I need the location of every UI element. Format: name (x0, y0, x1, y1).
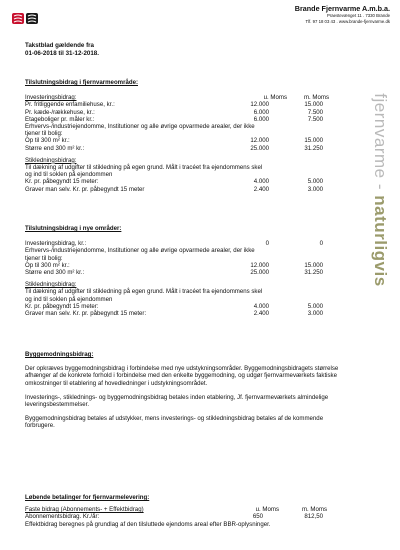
row-value-m-moms: 812,50 (304, 513, 323, 521)
table-row (25, 101, 343, 108)
table-row (25, 145, 343, 152)
row-value-m-moms: 3.000 (307, 309, 323, 317)
row-value-m-moms: 5.000 (307, 302, 323, 310)
section-heading: Tilslutningsbidrag i nye områder: (25, 225, 122, 232)
byggemodning-paragraph-2: Investerings-, stiklednings- og byggemodningsbidrag betales inden etablering, Jf. fjernvarmeværkets almindelige leveringsbestemmelser. (25, 393, 329, 409)
row-value-u-moms: 2.400 (253, 309, 269, 317)
document-title (25, 42, 99, 58)
row-value-m-moms: 3.000 (307, 185, 323, 193)
row-value-m-moms: 7.500 (307, 115, 323, 123)
section-lobende-betalinger (25, 494, 343, 528)
table-row (25, 186, 343, 193)
section-heading: Løbende betalinger for fjernvarmelevering: (25, 494, 150, 501)
erhverv-text: Erhvervs-/industriejendomme, Institutioner og alle øvrige opvarmede arealer, der ikke tjener til bolig: (25, 247, 255, 262)
column-header-row (25, 94, 343, 101)
row-value-m-moms: 15.000 (304, 137, 323, 145)
row-value-m-moms: 15.000 (304, 261, 323, 269)
row-label: Graver man selv. Kr. pr. påbegyndt 15 meter (25, 185, 145, 193)
byggemodning-paragraph-3: Byggemodningsbidrag betales af udstykker, mens investerings- og stikledningsbidrag betales af de kommende forbrugere. (25, 415, 324, 430)
row-value-u-moms: 4.000 (253, 302, 269, 310)
company-name: Brande Fjernvarme A.m.b.a. (294, 4, 390, 13)
row-value-u-moms: 12.000 (250, 137, 269, 145)
col-header-m-moms: m. Moms (301, 506, 327, 514)
row-value-m-moms: 31.250 (304, 268, 323, 276)
document-title-line1: Takstblad gældende fra (25, 42, 94, 49)
row-value-u-moms: 4.000 (253, 178, 269, 186)
row-label: Abonnementsbidrag. Kr./år: (25, 513, 100, 521)
row-label: Kr. pr. påbegyndt 15 meter: (25, 178, 99, 186)
row-label: Investeringsbidrag, kr.: (25, 240, 87, 248)
erhverv-text: Erhvervs-/industriejendomme, Institutioner og alle øvrige opvarmede arealer, der ikke tjener til bolig: (25, 122, 255, 138)
vertical-tagline (372, 60, 388, 320)
col-header-u-moms: u. Moms (255, 506, 279, 514)
tagline-part2: naturligvis (371, 195, 390, 287)
row-value-u-moms: 25.000 (250, 268, 269, 276)
row-label: Graver man selv. Kr. pr. påbegyndt 15 meter: (25, 309, 147, 317)
section-byggemodning (25, 351, 343, 430)
byggemodning-paragraph-1: Der opkræves byggemodningsbidrag i forbindelse med nye udstykningsområder. Byggemodningsbidragets størrelse afhænger af de konkrete forhold i forbindelse med den enkelte byggemodning, og udgør fjernvarmeværkets faktiske omkostninger til etablering af hovedledninger i udstykningsområdet. (25, 365, 339, 387)
col-header-u-moms: u. Moms (263, 94, 287, 102)
company-contact: Tlf. 97 18 03 43 . www.brande-fjernvarme.dk (305, 19, 390, 24)
row-value-u-moms: 0 (265, 240, 269, 248)
row-value-u-moms: 6.000 (253, 115, 269, 123)
section-tilslutning-fjernvarme (25, 79, 343, 193)
table-row (25, 109, 343, 116)
row-value-u-moms: 650 (252, 513, 263, 521)
table-row (25, 137, 343, 144)
row-label: Pr. fritliggende enfamiliehuse, kr.: (25, 101, 115, 109)
row-label: Op til 300 m² kr.: (25, 137, 70, 145)
row-value-u-moms: 25.000 (250, 144, 269, 152)
row-label: Kr. pr. påbegyndt 15 meter: (25, 302, 99, 310)
table-row (25, 513, 343, 520)
stik-text: Til dækning af udgifter til stikledning på egen grund. Målt i tracéet fra ejendommens skel og ind til soklen på ejendommen (25, 163, 263, 179)
table-row (25, 269, 343, 276)
document-title-line2: 01-06-2018 til 31-12-2018. (25, 50, 99, 57)
section-heading: Tilslutningsbidrag i fjernvarmeområde: (25, 79, 138, 86)
row-label: Etageboliger pr. måler kr.: (25, 115, 95, 123)
table-row (25, 310, 343, 317)
table-row (25, 262, 343, 269)
stik-label: Stikledningsbidrag: (25, 281, 77, 289)
row-label: Pr. kæde-/rækkehuse, kr.: (25, 108, 95, 116)
section-tilslutning-nye-omraader (25, 225, 343, 317)
col-header-m-moms: m. Moms (303, 94, 329, 102)
company-header (295, 4, 390, 25)
investering-label: Investeringsbidrag: (25, 94, 77, 102)
tagline-part1: fjernvarme - (371, 93, 390, 196)
fast-bidrag-label: Faste bidrag (Abonnements- + Effektbidrag) (25, 506, 144, 514)
stik-text: Til dækning af udgifter til stikledning på egen grund. Målt i tracéet fra ejendommens skel og ind til soklen på ejendommen (25, 288, 263, 303)
table-row (25, 303, 343, 310)
company-address: Praestevænget 11 . 7330 Brande (327, 13, 390, 18)
column-header-row (25, 506, 343, 513)
row-value-u-moms: 6.000 (253, 108, 269, 116)
row-value-m-moms: 15.000 (304, 101, 323, 109)
stik-label: Stikledningsbidrag: (25, 156, 77, 164)
row-value-m-moms: 0 (319, 240, 323, 248)
row-value-u-moms: 12.000 (250, 101, 269, 109)
row-value-m-moms: 7.500 (307, 108, 323, 116)
row-label: Større end 300 m² kr.: (25, 268, 85, 276)
table-row (25, 116, 343, 123)
table-row (25, 178, 343, 185)
row-value-m-moms: 31.250 (304, 144, 323, 152)
row-value-m-moms: 5.000 (307, 178, 323, 186)
section-heading: Byggemodningsbidrag: (25, 351, 94, 358)
row-label: Op til 300 m² kr.: (25, 261, 70, 269)
effekt-text: Effektbidrag beregnes på grundlag af den tilsluttede ejendoms areal efter BBR-oplysninger. (25, 520, 271, 528)
row-value-u-moms: 2.400 (253, 185, 269, 193)
company-logo (12, 11, 38, 29)
row-label: Større end 300 m² kr.: (25, 144, 85, 152)
row-value-u-moms: 12.000 (250, 261, 269, 269)
table-row (25, 240, 343, 247)
